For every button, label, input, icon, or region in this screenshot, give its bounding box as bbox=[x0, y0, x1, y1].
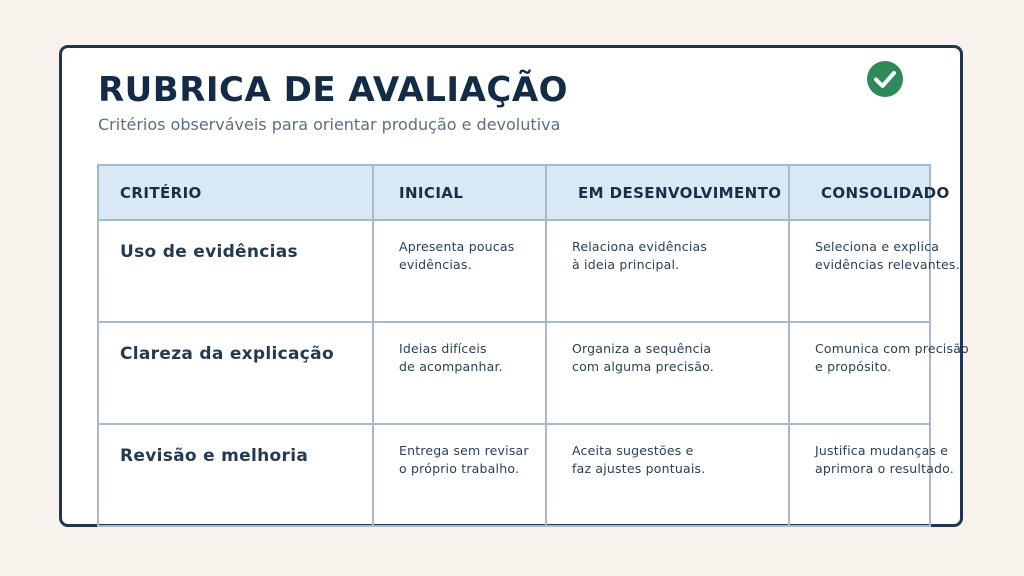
criterion-label: Clareza da explicação bbox=[120, 344, 334, 364]
level-description: Justifica mudanças e aprimora o resultado. bbox=[815, 443, 954, 476]
level-description: Comunica com precisão e propósito. bbox=[815, 341, 969, 374]
level-description: Apresenta poucas evidências. bbox=[399, 239, 515, 272]
row-divider bbox=[99, 321, 929, 323]
criterion-label: Revisão e melhoria bbox=[120, 446, 309, 466]
header-em-desenvolvimento: EM DESENVOLVIMENTO bbox=[578, 184, 782, 202]
page-title: RUBRICA DE AVALIAÇÃO bbox=[98, 70, 569, 110]
level-description: Entrega sem revisar o próprio trabalho. bbox=[399, 443, 529, 476]
row-divider bbox=[99, 423, 929, 425]
level-description: Organiza a sequência com alguma precisão. bbox=[572, 341, 714, 374]
header-inicial: INICIAL bbox=[399, 184, 464, 202]
header-criterio: CRITÉRIO bbox=[120, 184, 202, 202]
page-subtitle: Critérios observáveis para orientar produção e devolutiva bbox=[98, 115, 561, 134]
row-divider bbox=[99, 219, 929, 221]
rubric-card bbox=[59, 45, 969, 527]
rubric-table bbox=[97, 164, 969, 527]
level-description: Relaciona evidências à ideia principal. bbox=[572, 239, 708, 272]
table-header-row bbox=[99, 166, 929, 219]
level-description: Aceita sugestões e faz ajustes pontuais. bbox=[572, 443, 706, 476]
header-consolidado: CONSOLIDADO bbox=[821, 184, 950, 202]
level-description: Seleciona e explica evidências relevantes. bbox=[815, 239, 960, 272]
check-circle-icon bbox=[866, 60, 904, 98]
criterion-label: Uso de evidências bbox=[120, 242, 298, 262]
level-description: Ideias difíceis de acompanhar. bbox=[399, 341, 503, 374]
